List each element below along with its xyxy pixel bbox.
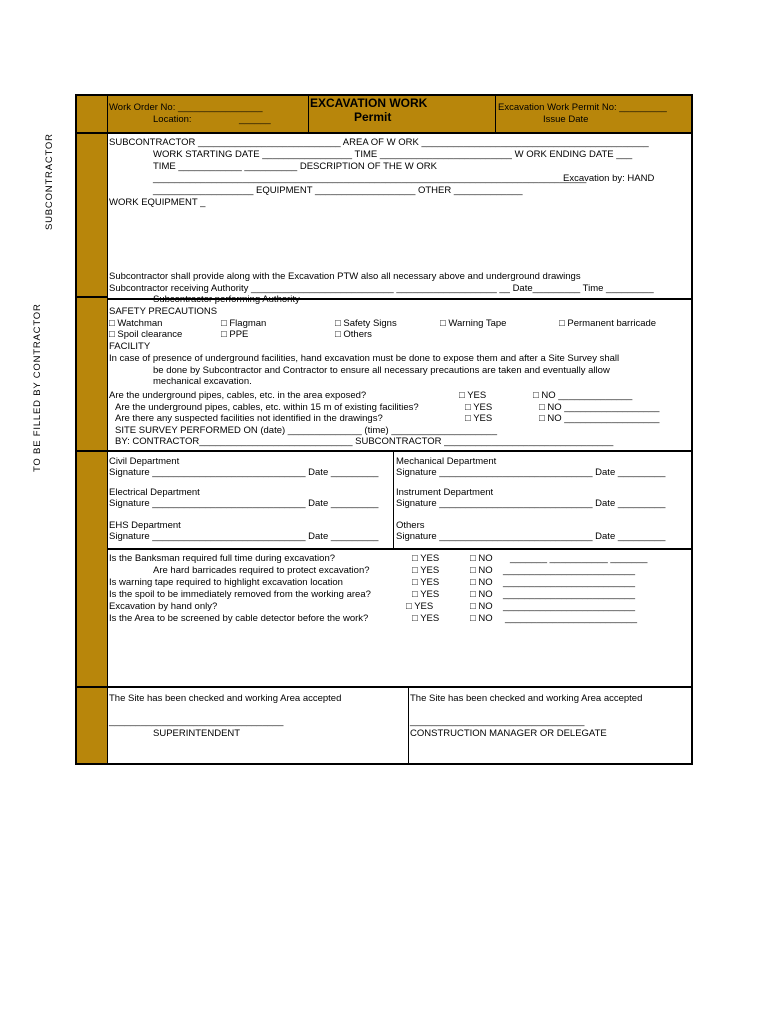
facility-note-3: mechanical excavation. [153,376,252,387]
issue-date-label: Issue Date [543,114,589,125]
warning-tape-yes[interactable]: □ YES [412,577,440,588]
warning-tape-no[interactable]: □ NO [470,577,493,588]
time-description-line: TIME ____________ __________ DESCRIPTION OF THE W ORK [153,161,437,172]
work-equipment-label: WORK EQUIPMENT _ [109,197,206,208]
option-spoil-clearance[interactable]: □ Spoil clearance [109,329,183,340]
equipment-line: ___________________ EQUIPMENT ___________________ OTHER _____________ [153,185,523,196]
manager-signature-line: _________________________________ [410,716,585,727]
form-subtitle: Permit [354,110,392,124]
cable-detector-question: Is the Area to be screened by cable detector before the work? [109,613,369,624]
spoil-blank: _________________________ [503,589,636,600]
work-order-label: Work Order No: ________________ [109,102,263,113]
cable-detector-blank: _________________________ [505,613,638,624]
civil-department-label: Civil Department [109,456,180,467]
banksman-yes[interactable]: □ YES [412,553,440,564]
manager-acceptance: The Site has been checked and working Area accepted [410,693,643,704]
superintendent-signature-line: _________________________________ [109,716,284,727]
question-exposed: Are the underground pipes, cables, etc. in the area exposed? [109,390,367,401]
option-flagman[interactable]: □ Flagman [221,318,267,329]
question-exposed-yes[interactable]: □ YES [459,390,487,401]
cable-detector-yes[interactable]: □ YES [412,613,440,624]
facility-title: FACILITY [109,341,151,352]
mechanical-department-label: Mechanical Department [396,456,497,467]
side-label-filled-by: TO BE FILLED BY CONTRACTOR [32,303,43,472]
spoil-yes[interactable]: □ YES [412,589,440,600]
performing-authority-line: Subcontractor performing Authority [153,294,300,305]
hand-only-yes[interactable]: □ YES [406,601,434,612]
cable-detector-no[interactable]: □ NO [470,613,493,624]
facility-note-1: In case of presence of underground facilities, hand excavation must be done to expose them and after a Site Survey shall [109,353,620,364]
superintendent-label: SUPERINTENDENT [153,728,241,739]
ehs-signature-line: Signature _____________________________ Date _________ [109,531,379,542]
question-suspected: Are there any suspected facilities not identified in the drawings? [115,413,383,424]
warning-tape-blank: _________________________ [503,577,636,588]
permit-number-label: Excavation Work Permit No: _________ [498,102,667,113]
question-exposed-no[interactable]: □ NO ______________ [533,390,633,401]
electrical-department-label: Electrical Department [109,487,200,498]
option-ppe[interactable]: □ PPE [221,329,249,340]
location-label: Location: [153,114,192,125]
banksman-no[interactable]: □ NO [470,553,493,564]
superintendent-acceptance: The Site has been checked and working Area accepted [109,693,342,704]
option-others[interactable]: □ Others [335,329,372,340]
question-within-15m: Are the underground pipes, cables, etc. within 15 m of existing facilities? [115,402,419,413]
safety-precautions-title: SAFETY PRECAUTIONS [109,306,218,317]
manager-label: CONSTRUCTION MANAGER OR DELEGATE [410,728,607,739]
question-suspected-no[interactable]: □ NO __________________ [539,413,660,424]
question-within-15m-yes[interactable]: □ YES [465,402,493,413]
facility-note-2: be done by Subcontractor and Contractor to ensure all necessary precautions are taken and eventually allow [153,365,610,376]
mechanical-signature-line: Signature _____________________________ Date _________ [396,467,666,478]
drawings-note: Subcontractor shall provide along with the Excavation PTW also all necessary above and underground drawings [109,271,581,282]
others-department-label: Others [396,520,425,531]
form-title: EXCAVATION WORK [310,96,428,110]
question-within-15m-no[interactable]: □ NO __________________ [539,402,660,413]
option-warning-tape[interactable]: □ Warning Tape [440,318,507,329]
site-survey-line: SITE SURVEY PERFORMED ON (date) ______________ (time) ____________________ [115,425,497,436]
barricades-blank: _________________________ [503,565,636,576]
banksman-blank: _______ ___________ _______ [510,553,648,564]
option-watchman[interactable]: □ Watchman [109,318,163,329]
civil-signature-line: Signature _____________________________ Date _________ [109,467,379,478]
location-blank: ______ [239,114,271,125]
barricades-question: Are hard barricades required to protect excavation? [153,565,370,576]
hand-only-question: Excavation by hand only? [109,601,218,612]
banksman-question: Is the Banksman required full time during excavation? [109,553,336,564]
description-blank: __________________________________________________________________________________ [153,173,587,184]
instrument-department-label: Instrument Department [396,487,494,498]
question-suspected-yes[interactable]: □ YES [465,413,493,424]
excavation-by-label: Excavation by: HAND [563,173,655,184]
warning-tape-question: Is warning tape required to highlight excavation location [109,577,343,588]
side-label-subcontractor: SUBCONTRACTOR [44,133,55,230]
spoil-question: Is the spoil to be immediately removed from the working area? [109,589,371,600]
left-band [77,96,107,763]
work-start-line: WORK STARTING DATE _________________ TIME _________________________ W ORK ENDING DATE ___ [153,149,633,160]
subcontractor-area-line: SUBCONTRACTOR ___________________________ AREA OF W ORK ___________________________________________ [109,137,649,148]
barricades-no[interactable]: □ NO [470,565,493,576]
receiving-authority-line: Subcontractor receiving Authority ___________________________ ___________________ __ Date_________ Time _________ [109,283,654,294]
permit-form [75,94,693,765]
option-safety-signs[interactable]: □ Safety Signs [335,318,397,329]
survey-by-line: BY: CONTRACTOR_____________________________ SUBCONTRACTOR ________________________________ [115,436,614,447]
ehs-department-label: EHS Department [109,520,181,531]
others-signature-line: Signature _____________________________ Date _________ [396,531,666,542]
hand-only-blank: _________________________ [503,601,636,612]
instrument-signature-line: Signature _____________________________ Date _________ [396,498,666,509]
hand-only-no[interactable]: □ NO [470,601,493,612]
option-permanent-barricade[interactable]: □ Permanent barricade [559,318,657,329]
electrical-signature-line: Signature _____________________________ Date _________ [109,498,379,509]
spoil-no[interactable]: □ NO [470,589,493,600]
barricades-yes[interactable]: □ YES [412,565,440,576]
